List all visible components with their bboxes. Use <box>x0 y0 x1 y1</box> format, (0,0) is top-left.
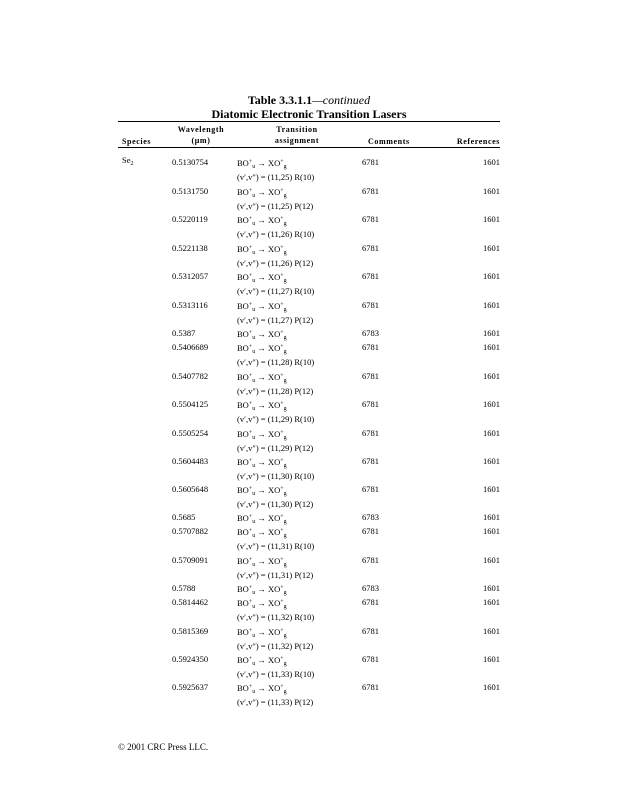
wavelength-cell: 0.5814462 <box>172 597 209 607</box>
transition-plus: + <box>248 628 253 634</box>
transition-cell <box>237 626 287 642</box>
vibrational-assignment: (v′,v″) = (11,31) R(10) <box>237 541 315 551</box>
wavelength-cell: 0.5709091 <box>172 555 209 565</box>
transition-bo: BO <box>237 158 249 168</box>
vibrational-assignment: (v′,v″) = (11,26) P(12) <box>237 258 314 268</box>
wavelength-cell: 0.5815369 <box>172 626 209 636</box>
transition-bo: BO <box>237 400 249 410</box>
transition-g: g <box>283 193 287 199</box>
transition-u: u <box>252 633 256 639</box>
transition-arrow-xo: → XO <box>255 372 281 382</box>
wavelength-cell: 0.5605648 <box>172 484 209 494</box>
transition-cell <box>237 555 287 571</box>
comments-cell: 6781 <box>362 342 379 352</box>
header-references: References <box>456 137 500 146</box>
vibrational-assignment: (v′,v″) = (11,25) R(10) <box>237 172 315 182</box>
wavelength-cell: 0.5407782 <box>172 371 209 381</box>
transition-arrow-xo: → XO <box>255 513 281 523</box>
transition-arrow-xo: → XO <box>255 485 281 495</box>
transition-plus: + <box>280 302 284 308</box>
transition-g: g <box>283 533 287 539</box>
species-subscript: 2 <box>130 161 134 167</box>
transition-plus: + <box>280 373 284 379</box>
transition-bo: BO <box>237 301 249 311</box>
references-cell: 1601 <box>483 456 500 466</box>
table-subtitle: Diatomic Electronic Transition Lasers <box>211 107 407 121</box>
transition-u: u <box>252 435 256 441</box>
header-transition <box>258 124 336 146</box>
comments-cell: 6781 <box>362 271 379 281</box>
header-transition-line2: assignment <box>274 136 320 145</box>
wavelength-cell: 0.5788 <box>172 583 196 593</box>
transition-plus: + <box>280 430 284 436</box>
transition-cell <box>237 682 287 698</box>
transition-cell <box>237 214 287 230</box>
vibrational-assignment: (v′,v″) = (11,28) R(10) <box>237 357 315 367</box>
transition-bo: BO <box>237 215 249 225</box>
transition-plus: + <box>280 458 284 464</box>
transition-plus: + <box>280 330 284 336</box>
transition-g: g <box>283 164 287 170</box>
vibrational-assignment: (v′,v″) = (11,25) P(12) <box>237 201 314 211</box>
vibrational-assignment: (v′,v″) = (11,29) P(12) <box>237 443 314 453</box>
wavelength-cell: 0.5406689 <box>172 342 209 352</box>
transition-arrow-xo: → XO <box>255 655 281 665</box>
wavelength-cell: 0.5387 <box>172 328 196 338</box>
transition-plus: + <box>248 159 253 165</box>
transition-g: g <box>283 491 287 497</box>
transition-u: u <box>252 562 256 568</box>
transition-cell <box>237 342 287 358</box>
transition-bo: BO <box>237 527 249 537</box>
transition-arrow-xo: → XO <box>255 584 281 594</box>
transition-bo: BO <box>237 187 249 197</box>
transition-plus: + <box>280 159 284 165</box>
transition-bo: BO <box>237 627 249 637</box>
references-cell: 1601 <box>483 555 500 565</box>
references-cell: 1601 <box>483 328 500 338</box>
vibrational-assignment: (v′,v″) = (11,33) P(12) <box>237 697 314 707</box>
transition-plus: + <box>280 344 284 350</box>
transition-g: g <box>283 590 287 596</box>
transition-g: g <box>283 406 287 412</box>
transition-g: g <box>283 519 287 525</box>
species-symbol: Se <box>122 155 131 165</box>
transition-u: u <box>252 533 256 539</box>
transition-bo: BO <box>237 329 249 339</box>
header-wavelength-line1: Wavelength <box>177 125 225 134</box>
comments-cell: 6781 <box>362 186 379 196</box>
comments-cell: 6781 <box>362 371 379 381</box>
transition-plus: + <box>248 188 253 194</box>
transition-bo: BO <box>237 683 249 693</box>
transition-arrow-xo: → XO <box>255 272 281 282</box>
transition-g: g <box>283 562 287 568</box>
transition-bo: BO <box>237 244 249 254</box>
transition-arrow-xo: → XO <box>255 329 281 339</box>
references-cell: 1601 <box>483 186 500 196</box>
transition-plus: + <box>248 486 253 492</box>
transition-plus: + <box>248 401 253 407</box>
species-cell <box>122 155 134 170</box>
vibrational-assignment: (v′,v″) = (11,33) R(10) <box>237 669 315 679</box>
references-cell: 1601 <box>483 243 500 253</box>
transition-u: u <box>252 463 256 469</box>
references-cell: 1601 <box>483 526 500 536</box>
comments-cell: 6781 <box>362 626 379 636</box>
references-cell: 1601 <box>483 399 500 409</box>
comments-cell: 6781 <box>362 654 379 664</box>
transition-cell <box>237 186 287 202</box>
transition-cell <box>237 371 287 387</box>
transition-bo: BO <box>237 429 249 439</box>
table-title <box>118 93 500 108</box>
references-cell: 1601 <box>483 428 500 438</box>
transition-g: g <box>283 633 287 639</box>
transition-plus: + <box>280 557 284 563</box>
wavelength-cell: 0.5924350 <box>172 654 209 664</box>
references-cell: 1601 <box>483 583 500 593</box>
transition-plus: + <box>248 557 253 563</box>
transition-plus: + <box>248 514 253 520</box>
transition-g: g <box>283 435 287 441</box>
transition-g: g <box>283 278 287 284</box>
transition-arrow-xo: → XO <box>255 527 281 537</box>
transition-g: g <box>283 250 287 256</box>
transition-bo: BO <box>237 485 249 495</box>
transition-u: u <box>252 335 256 341</box>
table-continued: —continued <box>312 93 371 107</box>
transition-g: g <box>283 378 287 384</box>
comments-cell: 6781 <box>362 157 379 167</box>
transition-u: u <box>252 164 256 170</box>
transition-g: g <box>283 335 287 341</box>
vibrational-assignment: (v′,v″) = (11,29) R(10) <box>237 414 315 424</box>
transition-bo: BO <box>237 457 249 467</box>
transition-bo: BO <box>237 272 249 282</box>
transition-bo: BO <box>237 584 249 594</box>
references-cell: 1601 <box>483 654 500 664</box>
transition-cell <box>237 300 287 316</box>
transition-arrow-xo: → XO <box>255 683 281 693</box>
transition-arrow-xo: → XO <box>255 158 281 168</box>
references-cell: 1601 <box>483 484 500 494</box>
transition-arrow-xo: → XO <box>255 457 281 467</box>
wavelength-cell: 0.5707882 <box>172 526 209 536</box>
wavelength-cell: 0.5130754 <box>172 157 209 167</box>
transition-plus: + <box>248 302 253 308</box>
references-cell: 1601 <box>483 214 500 224</box>
vibrational-assignment: (v′,v″) = (11,27) R(10) <box>237 286 315 296</box>
header-wavelength <box>168 124 234 146</box>
references-cell: 1601 <box>483 682 500 692</box>
transition-plus: + <box>248 430 253 436</box>
references-cell: 1601 <box>483 626 500 636</box>
transition-g: g <box>283 463 287 469</box>
transition-g: g <box>283 307 287 313</box>
vibrational-assignment: (v′,v″) = (11,30) R(10) <box>237 471 315 481</box>
comments-cell: 6781 <box>362 555 379 565</box>
header-comments: Comments <box>368 137 410 146</box>
comments-cell: 6781 <box>362 243 379 253</box>
comments-cell: 6781 <box>362 300 379 310</box>
transition-cell <box>237 526 287 542</box>
transition-u: u <box>252 519 256 525</box>
comments-cell: 6781 <box>362 399 379 409</box>
table-number: Table 3.3.1.1 <box>247 93 313 107</box>
transition-arrow-xo: → XO <box>255 343 281 353</box>
header-wavelength-line2: (μm) <box>191 136 211 145</box>
transition-u: u <box>252 689 256 695</box>
transition-arrow-xo: → XO <box>255 627 281 637</box>
transition-arrow-xo: → XO <box>255 215 281 225</box>
transition-u: u <box>252 307 256 313</box>
transition-plus: + <box>248 330 253 336</box>
transition-cell <box>237 399 287 415</box>
references-cell: 1601 <box>483 371 500 381</box>
comments-cell: 6783 <box>362 512 379 522</box>
transition-cell <box>237 484 287 500</box>
transition-bo: BO <box>237 598 249 608</box>
transition-plus: + <box>280 599 284 605</box>
transition-plus: + <box>248 458 253 464</box>
transition-bo: BO <box>237 556 249 566</box>
transition-cell <box>237 243 287 259</box>
wavelength-cell: 0.5220119 <box>172 214 208 224</box>
transition-cell <box>237 654 287 670</box>
transition-plus: + <box>248 656 253 662</box>
transition-plus: + <box>280 656 284 662</box>
transition-plus: + <box>248 684 253 690</box>
wavelength-cell: 0.5312057 <box>172 271 209 281</box>
header-species: Species <box>122 137 152 146</box>
transition-plus: + <box>280 401 284 407</box>
transition-bo: BO <box>237 343 249 353</box>
transition-cell <box>237 157 287 173</box>
transition-plus: + <box>280 486 284 492</box>
transition-arrow-xo: → XO <box>255 301 281 311</box>
transition-plus: + <box>248 585 253 591</box>
references-cell: 1601 <box>483 512 500 522</box>
transition-cell <box>237 597 287 613</box>
transition-bo: BO <box>237 655 249 665</box>
transition-plus: + <box>280 585 284 591</box>
transition-g: g <box>283 349 287 355</box>
transition-u: u <box>252 193 256 199</box>
transition-plus: + <box>248 216 253 222</box>
transition-plus: + <box>280 188 284 194</box>
wavelength-cell: 0.5504125 <box>172 399 209 409</box>
comments-cell: 6781 <box>362 428 379 438</box>
transition-plus: + <box>248 373 253 379</box>
wavelength-cell: 0.5505254 <box>172 428 209 438</box>
references-cell: 1601 <box>483 157 500 167</box>
vibrational-assignment: (v′,v″) = (11,32) P(12) <box>237 641 314 651</box>
transition-bo: BO <box>237 372 249 382</box>
transition-u: u <box>252 661 256 667</box>
wavelength-cell: 0.5685 <box>172 512 196 522</box>
transition-plus: + <box>280 628 284 634</box>
references-cell: 1601 <box>483 597 500 607</box>
transition-cell <box>237 271 287 287</box>
top-rule <box>118 121 500 122</box>
vibrational-assignment: (v′,v″) = (11,31) P(12) <box>237 570 314 580</box>
transition-arrow-xo: → XO <box>255 556 281 566</box>
transition-arrow-xo: → XO <box>255 187 281 197</box>
transition-plus: + <box>248 599 253 605</box>
transition-plus: + <box>248 273 253 279</box>
transition-arrow-xo: → XO <box>255 429 281 439</box>
comments-cell: 6783 <box>362 328 379 338</box>
vibrational-assignment: (v′,v″) = (11,26) R(10) <box>237 229 315 239</box>
references-cell: 1601 <box>483 342 500 352</box>
wavelength-cell: 0.5604483 <box>172 456 209 466</box>
transition-g: g <box>283 221 287 227</box>
transition-bo: BO <box>237 513 249 523</box>
comments-cell: 6781 <box>362 597 379 607</box>
transition-plus: + <box>280 684 284 690</box>
transition-u: u <box>252 278 256 284</box>
transition-u: u <box>252 590 256 596</box>
references-cell: 1601 <box>483 271 500 281</box>
transition-u: u <box>252 349 256 355</box>
transition-plus: + <box>248 245 253 251</box>
transition-u: u <box>252 491 256 497</box>
references-cell: 1601 <box>483 300 500 310</box>
transition-plus: + <box>248 528 253 534</box>
copyright-footer: © 2001 CRC Press LLC. <box>118 742 209 752</box>
header-rule <box>118 147 500 148</box>
transition-u: u <box>252 406 256 412</box>
transition-arrow-xo: → XO <box>255 244 281 254</box>
comments-cell: 6781 <box>362 526 379 536</box>
transition-g: g <box>283 604 287 610</box>
transition-g: g <box>283 661 287 667</box>
comments-cell: 6781 <box>362 214 379 224</box>
vibrational-assignment: (v′,v″) = (11,27) P(12) <box>237 315 314 325</box>
transition-u: u <box>252 604 256 610</box>
wavelength-cell: 0.5131750 <box>172 186 209 196</box>
transition-arrow-xo: → XO <box>255 400 281 410</box>
vibrational-assignment: (v′,v″) = (11,28) P(12) <box>237 386 314 396</box>
transition-u: u <box>252 221 256 227</box>
transition-cell <box>237 456 287 472</box>
transition-plus: + <box>280 528 284 534</box>
transition-plus: + <box>280 216 284 222</box>
comments-cell: 6781 <box>362 682 379 692</box>
vibrational-assignment: (v′,v″) = (11,32) R(10) <box>237 612 315 622</box>
transition-cell <box>237 428 287 444</box>
transition-u: u <box>252 250 256 256</box>
wavelength-cell: 0.5221138 <box>172 243 208 253</box>
comments-cell: 6781 <box>362 456 379 466</box>
transition-plus: + <box>280 245 284 251</box>
comments-cell: 6781 <box>362 484 379 494</box>
transition-u: u <box>252 378 256 384</box>
transition-plus: + <box>280 273 284 279</box>
transition-plus: + <box>280 514 284 520</box>
transition-plus: + <box>248 344 253 350</box>
header-transition-line1: Transition <box>276 125 318 134</box>
transition-arrow-xo: → XO <box>255 598 281 608</box>
vibrational-assignment: (v′,v″) = (11,30) P(12) <box>237 499 314 509</box>
wavelength-cell: 0.5313116 <box>172 300 208 310</box>
transition-g: g <box>283 689 287 695</box>
wavelength-cell: 0.5925637 <box>172 682 209 692</box>
comments-cell: 6783 <box>362 583 379 593</box>
